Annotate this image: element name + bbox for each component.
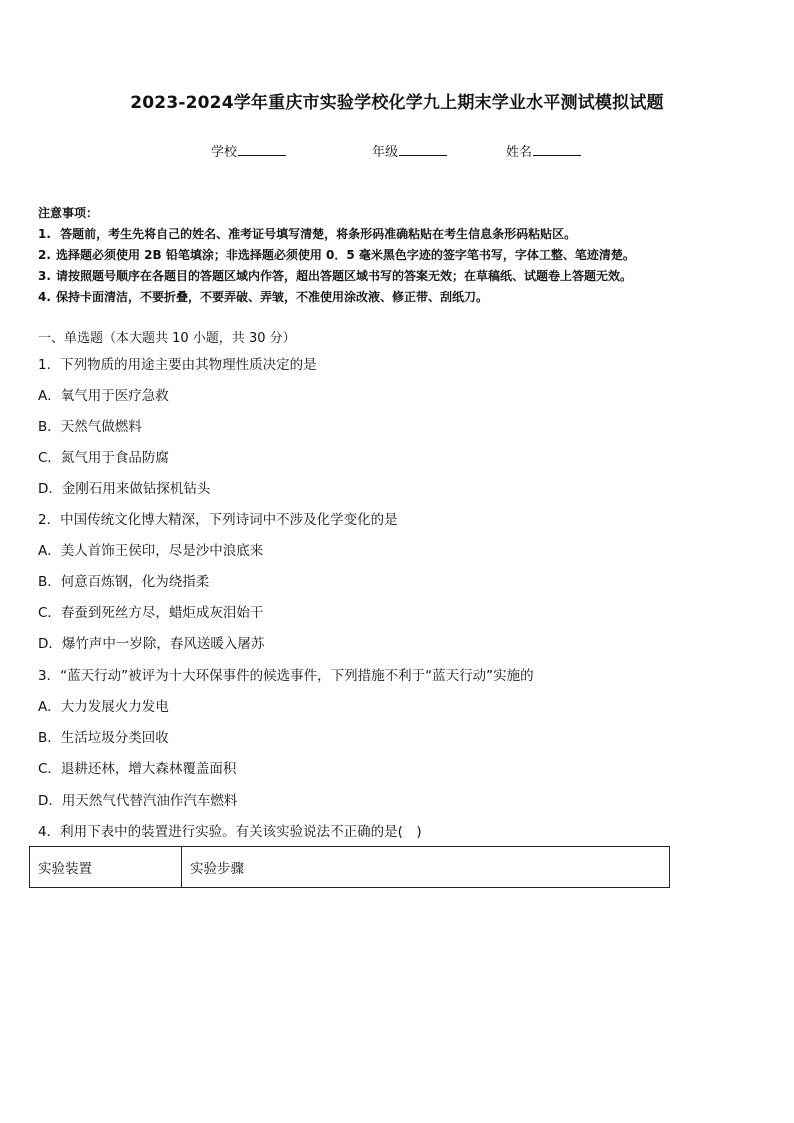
option-3c: C．退耕还林，增大森林覆盖面积 <box>38 761 237 777</box>
experiment-table <box>29 846 670 888</box>
question-stem-3: 3．“蓝天行动”被评为十大环保事件的候选事件，下列措施不利于“蓝天行动”实施的 <box>38 668 534 684</box>
option-2c: C．春蚕到死丝方尽，蜡炬成灰泪始干 <box>38 605 264 621</box>
option-1a: A．氧气用于医疗急救 <box>38 388 169 404</box>
option-1b: B．天然气做燃料 <box>38 419 142 435</box>
notes-block <box>38 203 758 308</box>
note-item: 4. 保持卡面清洁，不要折叠，不要弄破、弄皱，不准使用涂改液、修正带、刮纸刀。 <box>38 290 489 304</box>
school-blank <box>238 143 286 156</box>
question-stem-2: 2．中国传统文化博大精深，下列诗词中不涉及化学变化的是 <box>38 512 398 528</box>
option-3a: A．大力发展火力发电 <box>38 699 169 715</box>
table-header-apparatus: 实验装置 <box>30 847 182 888</box>
option-1c: C．氮气用于食品防腐 <box>38 450 169 466</box>
notes-heading: 注意事项： <box>38 206 99 220</box>
option-2b: B．何意百炼钢，化为绕指柔 <box>38 574 210 590</box>
option-2a: A．美人首饰王侯印，尽是沙中浪底来 <box>38 543 264 559</box>
name-label: 姓名 <box>506 145 533 160</box>
note-item: 2. 选择题必须使用 2B 铅笔填涂；非选择题必须使用 0．5 毫米黑色字迹的签字笔书写，字体工整、笔迹清楚。 <box>38 248 635 262</box>
note-item: 3. 请按照题号顺序在各题目的答题区域内作答，超出答题区域书写的答案无效；在草稿纸、试题卷上答题无效。 <box>38 269 633 283</box>
name-field <box>506 141 581 160</box>
name-blank <box>533 143 581 156</box>
note-item: 1. 答题前，考生先将自己的姓名、准考证号填写清楚，将条形码准确粘贴在考生信息条形码粘贴区。 <box>38 227 577 241</box>
option-2d: D．爆竹声中一岁除，春风送暖入屠苏 <box>38 636 265 652</box>
option-3b: B．生活垃圾分类回收 <box>38 730 169 746</box>
table-row <box>30 847 670 888</box>
question-stem-1: 1．下列物质的用途主要由其物理性质决定的是 <box>38 357 317 373</box>
option-1d: D．金刚石用来做钻探机钻头 <box>38 481 211 497</box>
option-3d: D．用天然气代替汽油作汽车燃料 <box>38 793 238 809</box>
section-heading: 一、单选题（本大题共 10 小题，共 30 分） <box>38 331 296 346</box>
page-title: 2023-2024学年重庆市实验学校化学九上期末学业水平测试模拟试题 <box>130 93 664 113</box>
grade-field <box>372 141 447 160</box>
question-stem-4: 4．利用下表中的装置进行实验。有关该实验说法不正确的是( ) <box>38 824 422 840</box>
grade-blank <box>399 143 447 156</box>
table-header-steps: 实验步骤 <box>182 847 670 888</box>
school-label: 学校 <box>211 145 238 160</box>
school-field <box>211 141 286 160</box>
grade-label: 年级 <box>372 145 399 160</box>
